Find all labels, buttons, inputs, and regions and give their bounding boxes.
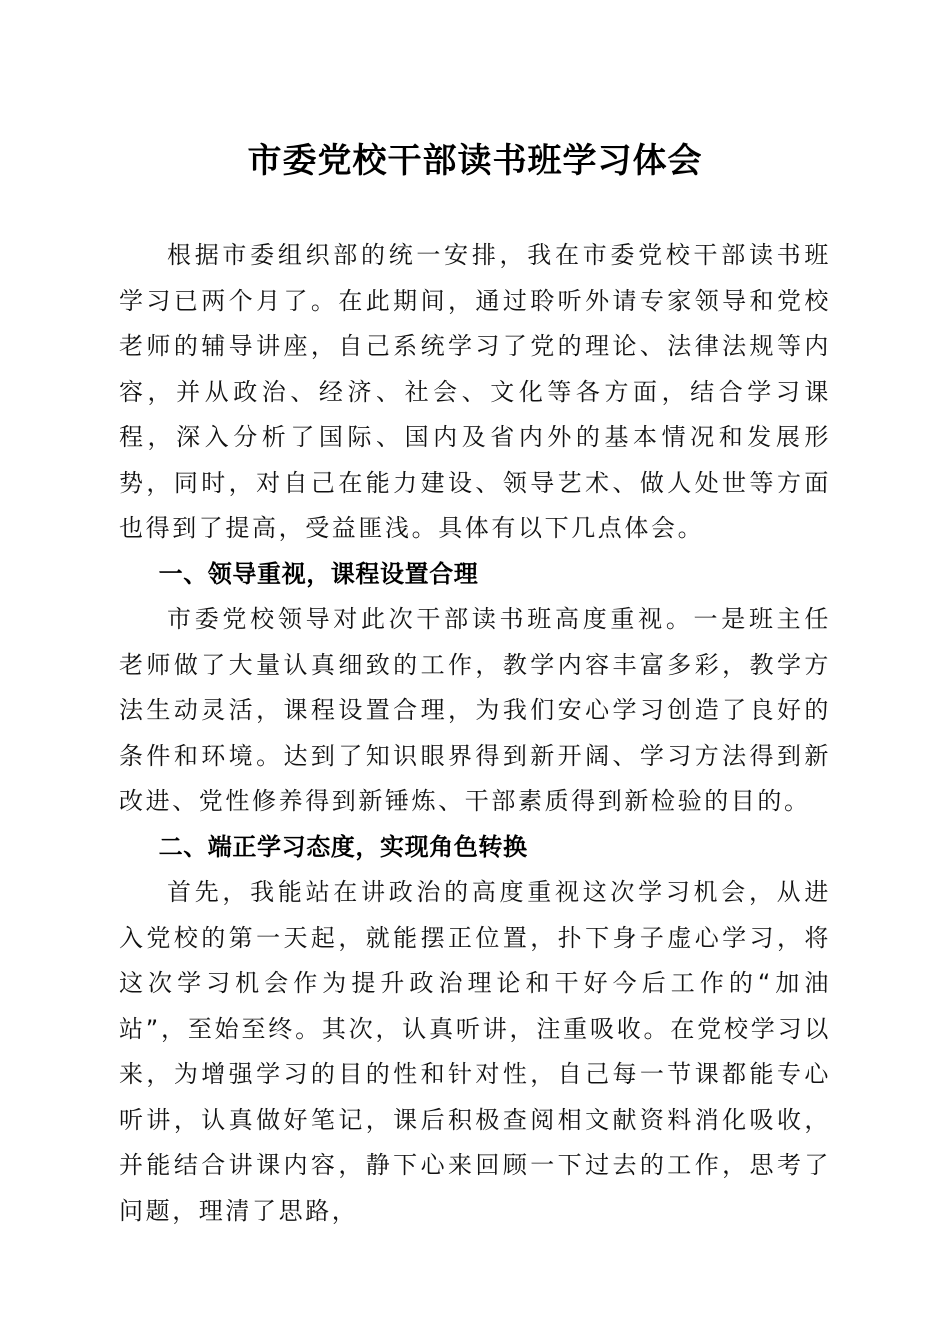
section-heading-2: 二、端正学习态度，实现角色转换	[158, 832, 528, 861]
document-body	[119, 233, 831, 1234]
section-paragraph-1: 市委党校领导对此次干部读书班高度重视。一是班主任老师做了大量认真细致的工作，教学内容丰富多彩，教学方法生动灵活，课程设置合理，为我们安心学习创造了良好的条件和环境。达到了知识眼界得到新开阔、学习方法得到新改进、党性修养得到新锤炼、干部素质得到新检验的目的。	[119, 605, 831, 815]
intro-paragraph: 根据市委组织部的统一安排，我在市委党校干部读书班学习已两个月了。在此期间，通过聆听外请专家领导和党校老师的辅导讲座，自己系统学习了党的理论、法律法规等内容，并从政治、经济、社会、文化等各方面，结合学习课程，深入分析了国际、国内及省内外的基本情况和发展形势，同时，对自己在能力建设、领导艺术、做人处世等方面也得到了提高，受益匪浅。具体有以下几点体会。	[119, 241, 831, 542]
document-title: 市委党校干部读书班学习体会	[247, 141, 703, 181]
section-heading-1: 一、领导重视，课程设置合理	[158, 559, 479, 588]
section-paragraph-2: 首先，我能站在讲政治的高度重视这次学习机会，从进入党校的第一天起，就能摆正位置，扑下身子虚心学习，将这次学习机会作为提升政治理论和干好今后工作的“加油站”，至始至终。其次，认真听讲，注重吸收。在党校学习以来，为增强学习的目的性和针对性，自己每一节课都能专心听讲，认真做好笔记，课后积极查阅相文献资料消化吸收，并能结合讲课内容，静下心来回顾一下过去的工作，思考了问题，理清了思路，	[119, 878, 831, 1225]
